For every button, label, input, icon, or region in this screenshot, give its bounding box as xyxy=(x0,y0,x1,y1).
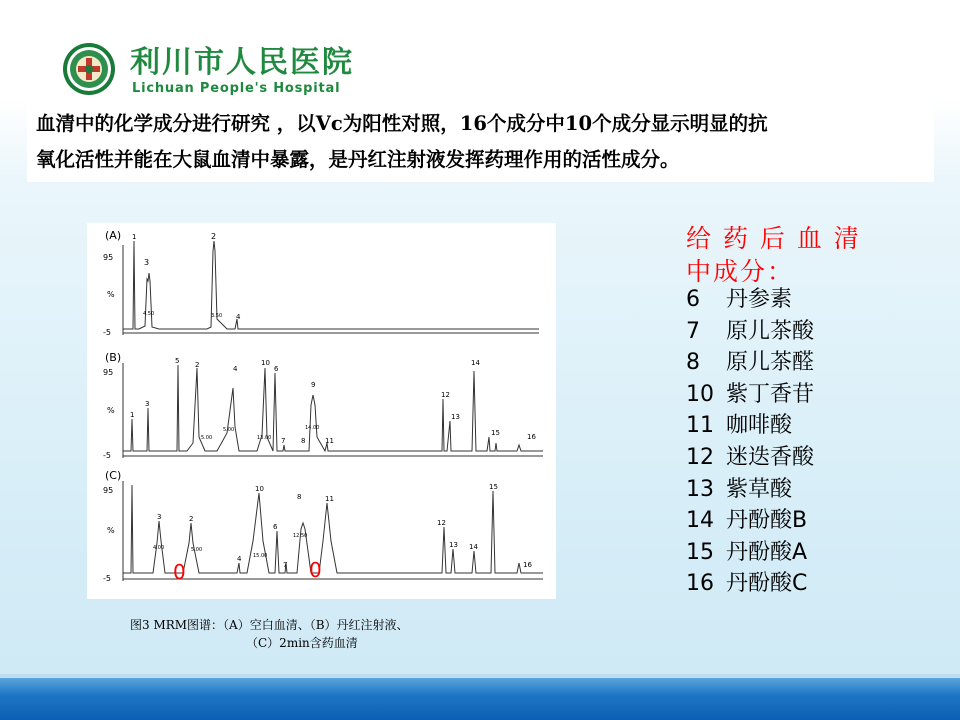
hospital-logo-text xyxy=(128,40,368,96)
peak-b-2: 2 xyxy=(195,361,200,369)
chromatogram-svg xyxy=(87,223,556,599)
component-name: 紫草酸 xyxy=(726,476,793,502)
peak-c-10-sub: 15.00 xyxy=(253,553,268,559)
caption-line-2: （C）2min含药血清 xyxy=(246,636,358,650)
component-number: 14 xyxy=(686,508,714,534)
peak-c-14: 14 xyxy=(469,543,478,551)
list-item xyxy=(686,537,906,569)
peak-c-3-sub: 4.00 xyxy=(153,545,165,551)
peak-b-15: 15 xyxy=(491,429,500,437)
peak-b-9-sub: 14.00 xyxy=(305,425,320,431)
list-item xyxy=(686,316,906,348)
footer-bar xyxy=(0,678,960,720)
component-name: 紫丁香苷 xyxy=(726,381,815,407)
component-number: 15 xyxy=(686,539,714,565)
components-list xyxy=(686,284,906,600)
peak-c-13: 13 xyxy=(449,541,458,549)
panel-b-label: (B) xyxy=(105,351,122,364)
component-name: 迷迭香酸 xyxy=(726,444,815,470)
peak-b-10-sub: 13.00 xyxy=(257,435,272,441)
peak-c-10: 10 xyxy=(255,485,264,493)
peak-b-6: 6 xyxy=(274,365,279,373)
red-marker-left: 0 xyxy=(173,560,186,584)
component-number: 6 xyxy=(686,287,700,312)
panel-a-ytick-top: 95 xyxy=(103,253,114,262)
hospital-seal-icon xyxy=(62,42,116,96)
peak-c-6: 6 xyxy=(273,523,278,531)
panel-c xyxy=(103,469,543,584)
list-item xyxy=(686,474,906,506)
list-item xyxy=(686,379,906,411)
peak-b-10: 10 xyxy=(261,359,270,367)
component-name: 原儿茶酸 xyxy=(726,318,815,344)
peak-b-4: 4 xyxy=(233,365,238,373)
intro-text-box xyxy=(27,100,934,182)
panel-c-label: (C) xyxy=(105,469,122,482)
peak-a-3: 3 xyxy=(144,258,150,267)
figure-caption xyxy=(130,616,550,652)
panel-b xyxy=(103,351,543,460)
peak-b-8: 8 xyxy=(301,437,306,445)
panel-a-label: (A) xyxy=(105,229,122,242)
hospital-name-cn: 利川市人民医院 xyxy=(130,45,354,80)
hospital-name-en: Lichuan People's Hospital xyxy=(132,81,341,96)
panel-a-ytick-mid: % xyxy=(107,290,115,299)
peak-c-16: 16 xyxy=(523,561,532,569)
peak-c-2-sub: 5.00 xyxy=(191,547,203,553)
component-name: 丹酚酸B xyxy=(726,508,808,534)
list-item xyxy=(686,568,906,600)
component-name: 丹参素 xyxy=(726,287,793,312)
list-item xyxy=(686,347,906,379)
panel-a-ytick-bottom: -5 xyxy=(103,328,111,337)
peak-c-12: 12 xyxy=(437,519,446,527)
mrm-chromatogram-figure xyxy=(87,223,556,599)
component-number: 13 xyxy=(686,476,714,502)
peak-b-4-sub: 5.00 xyxy=(223,427,235,433)
list-item xyxy=(686,442,906,474)
peak-c-7: 7 xyxy=(283,561,288,569)
intro-line-1: 血清中的化学成分进行研究 ，以Vc为阳性对照，16个成分中10个成分显示明显的抗 xyxy=(36,112,768,135)
component-number: 16 xyxy=(686,571,714,597)
panel-a xyxy=(103,229,539,337)
component-number: 8 xyxy=(686,350,700,376)
list-item xyxy=(686,410,906,442)
peak-b-16: 16 xyxy=(527,433,536,441)
peak-c-3: 3 xyxy=(157,513,162,521)
caption-line-1: 图3 MRM图谱：（A）空白血清、（B）丹红注射液、 xyxy=(130,618,409,632)
peak-a-4: 4 xyxy=(236,313,241,321)
panel-b-ytick-mid: % xyxy=(107,406,115,415)
peak-b-12: 12 xyxy=(441,391,450,399)
peak-c-2: 2 xyxy=(189,515,194,523)
header xyxy=(0,0,960,100)
component-name: 丹酚酸C xyxy=(726,571,808,597)
peak-b-7: 7 xyxy=(281,437,286,445)
peak-b-2-sub: 5.00 xyxy=(201,435,213,441)
component-name: 原儿茶醛 xyxy=(726,350,815,376)
components-title-line-1: 给 药 后 血 清 xyxy=(686,224,861,253)
peak-c-8-sub: 12.50 xyxy=(293,533,308,539)
peak-b-11: 11 xyxy=(325,437,334,445)
component-number: 7 xyxy=(686,318,700,344)
components-title-line-2: 中成分： xyxy=(686,257,795,286)
peak-a-2-sub: 3.50 xyxy=(211,313,223,319)
panel-b-ytick-bottom: -5 xyxy=(103,451,111,460)
peak-b-5: 5 xyxy=(175,357,180,365)
peak-c-4: 4 xyxy=(237,555,242,563)
peak-b-1: 1 xyxy=(130,411,135,419)
component-number: 11 xyxy=(686,413,714,439)
component-name: 咖啡酸 xyxy=(726,413,793,439)
component-name: 丹酚酸A xyxy=(726,539,808,565)
peak-b-14: 14 xyxy=(471,359,480,367)
peak-b-13: 13 xyxy=(451,413,460,421)
peak-c-15: 15 xyxy=(489,483,498,491)
peak-a-1: 1 xyxy=(132,233,137,241)
peak-a-3-sub: 4.50 xyxy=(143,311,155,317)
panel-c-ytick-bottom: -5 xyxy=(103,574,111,583)
list-item xyxy=(686,284,906,316)
panel-b-ytick-top: 95 xyxy=(103,368,114,377)
peak-c-8: 8 xyxy=(297,493,302,501)
component-number: 12 xyxy=(686,444,714,470)
peak-c-11: 11 xyxy=(325,495,334,503)
component-number: 10 xyxy=(686,381,714,407)
list-item xyxy=(686,505,906,537)
peak-b-3: 3 xyxy=(145,400,150,408)
panel-c-ytick-top: 95 xyxy=(103,486,114,495)
intro-line-2: 氧化活性并能在大鼠血清中暴露，是丹红注射液发挥药理作用的活性成分。 xyxy=(36,148,680,171)
components-title xyxy=(686,222,866,288)
red-marker-right: 0 xyxy=(309,558,322,582)
peak-b-9: 9 xyxy=(311,381,316,389)
peak-a-2: 2 xyxy=(211,232,217,241)
panel-c-ytick-mid: % xyxy=(107,526,115,535)
